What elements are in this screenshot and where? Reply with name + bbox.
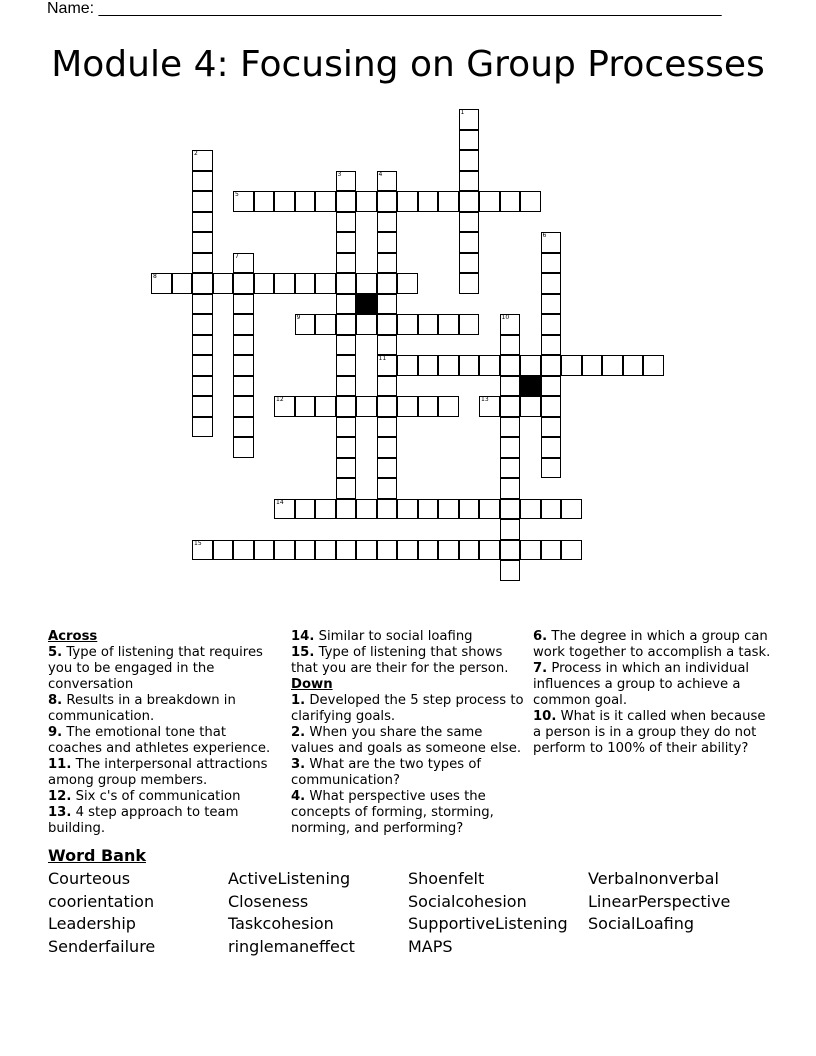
clue-text: The emotional tone that coaches and athletes experience. [48, 725, 271, 756]
clue-number-label: 8 [153, 273, 157, 280]
crossword-black-cell [520, 376, 541, 397]
crossword-cell[interactable] [397, 191, 418, 212]
crossword-cell[interactable] [500, 355, 521, 376]
crossword-cell[interactable] [541, 253, 562, 274]
word-bank-item: SocialLoafing [588, 914, 695, 933]
crossword-cell[interactable] [541, 273, 562, 294]
clue-number-label: 7 [235, 252, 239, 260]
crossword-cell[interactable] [500, 560, 521, 581]
crossword-cell[interactable] [643, 355, 664, 376]
word-bank-item: ringlemaneffect [228, 937, 355, 956]
crossword-cell[interactable] [377, 478, 398, 499]
crossword-cell[interactable] [336, 417, 357, 438]
word-bank-item: Shoenfelt [408, 869, 485, 888]
word-bank-item: coorientation [48, 892, 155, 911]
clues-column-2 [291, 629, 527, 837]
crossword-cell[interactable] [172, 273, 193, 294]
crossword-cell[interactable] [336, 396, 357, 417]
clue-number-label: 14 [276, 498, 284, 506]
crossword-cell[interactable] [500, 437, 521, 458]
clue-number-label: 9 [296, 314, 301, 321]
crossword-cell[interactable] [377, 417, 398, 438]
clue-number: 11. [48, 757, 72, 772]
crossword-black-cell [356, 294, 377, 315]
crossword-cell[interactable] [356, 191, 377, 212]
clue-down-4 [291, 789, 527, 837]
clue-text: Developed the 5 step process to clarifying goals. [291, 693, 524, 724]
crossword-cell[interactable] [192, 150, 213, 171]
clue-number: 2. [291, 725, 306, 740]
crossword-cell[interactable] [336, 478, 357, 499]
clue-across-14 [291, 629, 527, 645]
clue-number-label: 6 [542, 232, 547, 239]
crossword-cell[interactable] [561, 355, 582, 376]
clue-down-6 [533, 629, 773, 661]
crossword-cell[interactable] [233, 253, 254, 274]
page-title: Module 4: Focusing on Group Processes [51, 44, 765, 85]
clue-text: Type of listening that shows that you are their for the person. [291, 645, 509, 676]
crossword-cell[interactable] [377, 171, 398, 192]
word-bank-item: SupportiveListening [408, 914, 568, 933]
crossword-cell[interactable] [336, 458, 357, 479]
clue-number: 9. [48, 725, 63, 740]
clue-number: 7. [533, 661, 548, 676]
crossword-cell[interactable] [274, 191, 295, 212]
crossword-cell[interactable] [295, 314, 316, 335]
crossword-cell[interactable] [233, 355, 254, 376]
crossword-cell[interactable] [459, 232, 480, 253]
clue-across-8 [48, 693, 280, 725]
crossword-cell[interactable] [192, 212, 213, 233]
crossword-cell[interactable] [479, 540, 500, 561]
crossword-cell[interactable] [561, 540, 582, 561]
crossword-cell[interactable] [541, 376, 562, 397]
crossword-cell[interactable] [377, 191, 398, 212]
crossword-cell[interactable] [459, 130, 480, 151]
crossword-cell[interactable] [336, 273, 357, 294]
crossword-cell[interactable] [438, 191, 459, 212]
crossword-cell[interactable] [274, 396, 295, 417]
crossword-cell[interactable] [479, 499, 500, 520]
clue-text: Results in a breakdown in communication. [48, 693, 236, 724]
crossword-cell[interactable] [438, 355, 459, 376]
crossword-cell[interactable] [541, 458, 562, 479]
clue-across-5 [48, 645, 280, 693]
word-bank-item: Verbalnonverbal [588, 869, 719, 888]
crossword-cell[interactable] [233, 540, 254, 561]
crossword-cell[interactable] [336, 232, 357, 253]
crossword-cell[interactable] [336, 171, 357, 192]
crossword-cell[interactable] [233, 191, 254, 212]
crossword-cell[interactable] [336, 314, 357, 335]
crossword-cell[interactable] [233, 294, 254, 315]
crossword-cell[interactable] [500, 376, 521, 397]
crossword-cell[interactable] [459, 212, 480, 233]
crossword-cell[interactable] [377, 396, 398, 417]
clue-text: When you share the same values and goals as someone else. [291, 725, 522, 756]
clue-text: What are the two types of communication? [291, 757, 482, 788]
crossword-cell[interactable] [582, 355, 603, 376]
crossword-cell[interactable] [479, 191, 500, 212]
crossword-cell[interactable] [500, 417, 521, 438]
crossword-cell[interactable] [377, 540, 398, 561]
crossword-cell[interactable] [397, 499, 418, 520]
clue-number-label: 2 [194, 150, 198, 157]
word-bank-item: Taskcohesion [228, 914, 334, 933]
crossword-cell[interactable] [500, 191, 521, 212]
crossword-cell[interactable] [377, 232, 398, 253]
clue-text: Process in which an individual influences a group to achieve a common goal. [533, 661, 750, 708]
across-heading: Across [48, 629, 98, 644]
clue-number: 8. [48, 693, 63, 708]
crossword-cell[interactable] [377, 253, 398, 274]
word-bank-item: ActiveListening [228, 869, 351, 888]
crossword-cell[interactable] [541, 232, 562, 253]
crossword-cell[interactable] [295, 191, 316, 212]
crossword-cell[interactable] [397, 314, 418, 335]
clue-number-label: 3 [337, 170, 342, 178]
crossword-cell[interactable] [274, 540, 295, 561]
crossword-cell[interactable] [315, 314, 336, 335]
crossword-cell[interactable] [438, 314, 459, 335]
name-field-label: Name: ______________________________________________________________________ [47, 0, 722, 17]
crossword-cell[interactable] [541, 314, 562, 335]
crossword-cell[interactable] [356, 540, 377, 561]
crossword-cell[interactable] [356, 314, 377, 335]
clue-across-15 [291, 645, 527, 677]
clue-down-10 [533, 709, 773, 757]
crossword-cell[interactable] [459, 355, 480, 376]
crossword-cell[interactable] [377, 335, 398, 356]
crossword-cell[interactable] [500, 458, 521, 479]
crossword-cell[interactable] [315, 540, 336, 561]
clue-across-12 [48, 789, 280, 805]
clue-number-label: 10 [501, 314, 510, 321]
word-bank-item: Courteous [48, 869, 131, 888]
crossword-cell[interactable] [459, 499, 480, 520]
crossword-cell[interactable] [192, 273, 213, 294]
crossword-cell[interactable] [336, 540, 357, 561]
crossword-cell[interactable] [192, 314, 213, 335]
crossword-cell[interactable] [500, 519, 521, 540]
crossword-cell[interactable] [192, 171, 213, 192]
clue-number: 12. [48, 789, 72, 804]
crossword-cell[interactable] [336, 253, 357, 274]
clue-number-label: 11 [378, 355, 387, 362]
crossword-cell[interactable] [377, 314, 398, 335]
clue-text: The degree in which a group can work together to accomplish a task. [533, 629, 771, 660]
crossword-cell[interactable] [377, 458, 398, 479]
clue-down-3 [291, 757, 527, 789]
crossword-cell[interactable] [377, 212, 398, 233]
crossword-cell[interactable] [336, 437, 357, 458]
clue-number: 10. [533, 709, 557, 724]
clue-number: 3. [291, 757, 306, 772]
crossword-cell[interactable] [623, 355, 644, 376]
crossword-cell[interactable] [233, 417, 254, 438]
clue-across-13 [48, 805, 280, 837]
crossword-cell[interactable] [151, 273, 172, 294]
crossword-cell[interactable] [418, 396, 439, 417]
crossword-cell[interactable] [459, 191, 480, 212]
crossword-cell[interactable] [397, 396, 418, 417]
crossword-cell[interactable] [192, 335, 213, 356]
crossword-cell[interactable] [192, 417, 213, 438]
clue-text: Six c's of communication [75, 789, 241, 804]
crossword-cell[interactable] [233, 376, 254, 397]
crossword-cell[interactable] [274, 499, 295, 520]
crossword-cell[interactable] [520, 540, 541, 561]
crossword-cell[interactable] [233, 437, 254, 458]
crossword-cell[interactable] [520, 355, 541, 376]
crossword-cell[interactable] [254, 273, 275, 294]
crossword-cell[interactable] [541, 499, 562, 520]
crossword-cell[interactable] [602, 355, 623, 376]
crossword-cell[interactable] [336, 355, 357, 376]
crossword-cell[interactable] [356, 499, 377, 520]
crossword-cell[interactable] [459, 150, 480, 171]
clue-text: What perspective uses the concepts of forming, storming, norming, and performing? [291, 789, 494, 836]
crossword-cell[interactable] [233, 335, 254, 356]
crossword-cell[interactable] [254, 191, 275, 212]
word-bank-item: Socialcohesion [408, 892, 527, 911]
clue-number: 5. [48, 645, 63, 660]
crossword-cell[interactable] [397, 273, 418, 294]
crossword-cell[interactable] [438, 396, 459, 417]
crossword-cell[interactable] [377, 376, 398, 397]
clue-number-label: 15 [194, 539, 202, 547]
crossword-cell[interactable] [377, 294, 398, 315]
crossword-cell[interactable] [479, 396, 500, 417]
crossword-cell[interactable] [274, 273, 295, 294]
crossword-cell[interactable] [295, 396, 316, 417]
clue-number-label: 12 [276, 396, 284, 403]
crossword-cell[interactable] [377, 355, 398, 376]
crossword-cell[interactable] [418, 355, 439, 376]
crossword-cell[interactable] [561, 499, 582, 520]
clues-column-3 [533, 629, 773, 757]
crossword-cell[interactable] [500, 335, 521, 356]
crossword-cell[interactable] [541, 355, 562, 376]
crossword-cell[interactable] [459, 540, 480, 561]
clue-text: Similar to social loafing [318, 629, 473, 644]
crossword-cell[interactable] [500, 478, 521, 499]
crossword-cell[interactable] [459, 314, 480, 335]
crossword-cell[interactable] [192, 376, 213, 397]
clue-number: 1. [291, 693, 306, 708]
clue-number: 13. [48, 805, 72, 820]
word-bank-item: Leadership [48, 914, 136, 933]
word-bank-item: Closeness [228, 892, 309, 911]
clue-text: 4 step approach to team building. [48, 805, 239, 836]
crossword-cell[interactable] [479, 355, 500, 376]
crossword-cell[interactable] [192, 191, 213, 212]
word-bank-item: LinearPerspective [588, 892, 731, 911]
crossword-cell[interactable] [254, 540, 275, 561]
crossword-cell[interactable] [295, 499, 316, 520]
crossword-cell[interactable] [520, 191, 541, 212]
crossword-cell[interactable] [192, 294, 213, 315]
crossword-cell[interactable] [397, 540, 418, 561]
clue-number-label: 1 [460, 109, 465, 116]
crossword-cell[interactable] [315, 396, 336, 417]
crossword-cell[interactable] [438, 540, 459, 561]
crossword-cell[interactable] [192, 355, 213, 376]
crossword-cell[interactable] [192, 540, 213, 561]
clue-across-11 [48, 757, 280, 789]
clue-down-7 [533, 661, 773, 709]
word-bank-item: Senderfailure [48, 937, 156, 956]
crossword-cell[interactable] [356, 396, 377, 417]
crossword-cell[interactable] [541, 540, 562, 561]
crossword-cell[interactable] [233, 273, 254, 294]
clue-across-9 [48, 725, 280, 757]
crossword-cell[interactable] [336, 294, 357, 315]
crossword-cell[interactable] [213, 540, 234, 561]
crossword-cell[interactable] [336, 191, 357, 212]
crossword-cell[interactable] [233, 396, 254, 417]
crossword-cell[interactable] [315, 499, 336, 520]
clues-column-1 [48, 629, 280, 837]
clue-text: What is it called when because a person is in a group they do not perform to 100% of their ability? [533, 709, 766, 756]
crossword-cell[interactable] [192, 396, 213, 417]
crossword-cell[interactable] [192, 232, 213, 253]
clue-number: 4. [291, 789, 306, 804]
crossword-cell[interactable] [418, 540, 439, 561]
down-heading: Down [291, 677, 333, 692]
crossword-cell[interactable] [233, 314, 254, 335]
crossword-cell[interactable] [213, 273, 234, 294]
word-bank-item: MAPS [408, 937, 453, 956]
crossword-cell[interactable] [541, 335, 562, 356]
word-bank-title: Word Bank [48, 846, 147, 865]
crossword-cell[interactable] [438, 499, 459, 520]
crossword-cell[interactable] [500, 540, 521, 561]
crossword-cell[interactable] [541, 417, 562, 438]
crossword-cell[interactable] [295, 273, 316, 294]
crossword-cell[interactable] [541, 396, 562, 417]
crossword-cell[interactable] [459, 253, 480, 274]
crossword-cell[interactable] [500, 499, 521, 520]
crossword-cell[interactable] [356, 273, 377, 294]
crossword-cell[interactable] [520, 396, 541, 417]
crossword-cell[interactable] [459, 273, 480, 294]
clue-number: 6. [533, 629, 548, 644]
crossword-cell[interactable] [541, 294, 562, 315]
crossword-cell[interactable] [418, 314, 439, 335]
crossword-cell[interactable] [520, 499, 541, 520]
clue-number: 15. [291, 645, 315, 660]
clue-number-label: 5 [235, 191, 239, 198]
crossword-cell[interactable] [418, 499, 439, 520]
clue-text: The interpersonal attractions among group members. [48, 757, 268, 788]
clue-text: Type of listening that requires you to be engaged in the conversation [48, 645, 263, 692]
clue-number: 14. [291, 629, 315, 644]
clue-down-2 [291, 725, 527, 757]
crossword-cell[interactable] [192, 253, 213, 274]
crossword-cell[interactable] [336, 212, 357, 233]
clue-down-1 [291, 693, 527, 725]
crossword-cell[interactable] [336, 499, 357, 520]
clue-number-label: 4 [378, 170, 383, 178]
crossword-cell[interactable] [377, 499, 398, 520]
crossword-cell[interactable] [315, 273, 336, 294]
crossword-cell[interactable] [541, 437, 562, 458]
crossword-cell[interactable] [315, 191, 336, 212]
crossword-cell[interactable] [459, 171, 480, 192]
crossword-cell[interactable] [377, 273, 398, 294]
crossword-cell[interactable] [418, 191, 439, 212]
crossword-cell[interactable] [377, 437, 398, 458]
crossword-cell[interactable] [336, 376, 357, 397]
crossword-cell[interactable] [336, 335, 357, 356]
clue-number-label: 13 [481, 396, 489, 403]
crossword-cell[interactable] [459, 109, 480, 130]
crossword-cell[interactable] [500, 396, 521, 417]
crossword-cell[interactable] [500, 314, 521, 335]
crossword-cell[interactable] [397, 355, 418, 376]
crossword-cell[interactable] [295, 540, 316, 561]
